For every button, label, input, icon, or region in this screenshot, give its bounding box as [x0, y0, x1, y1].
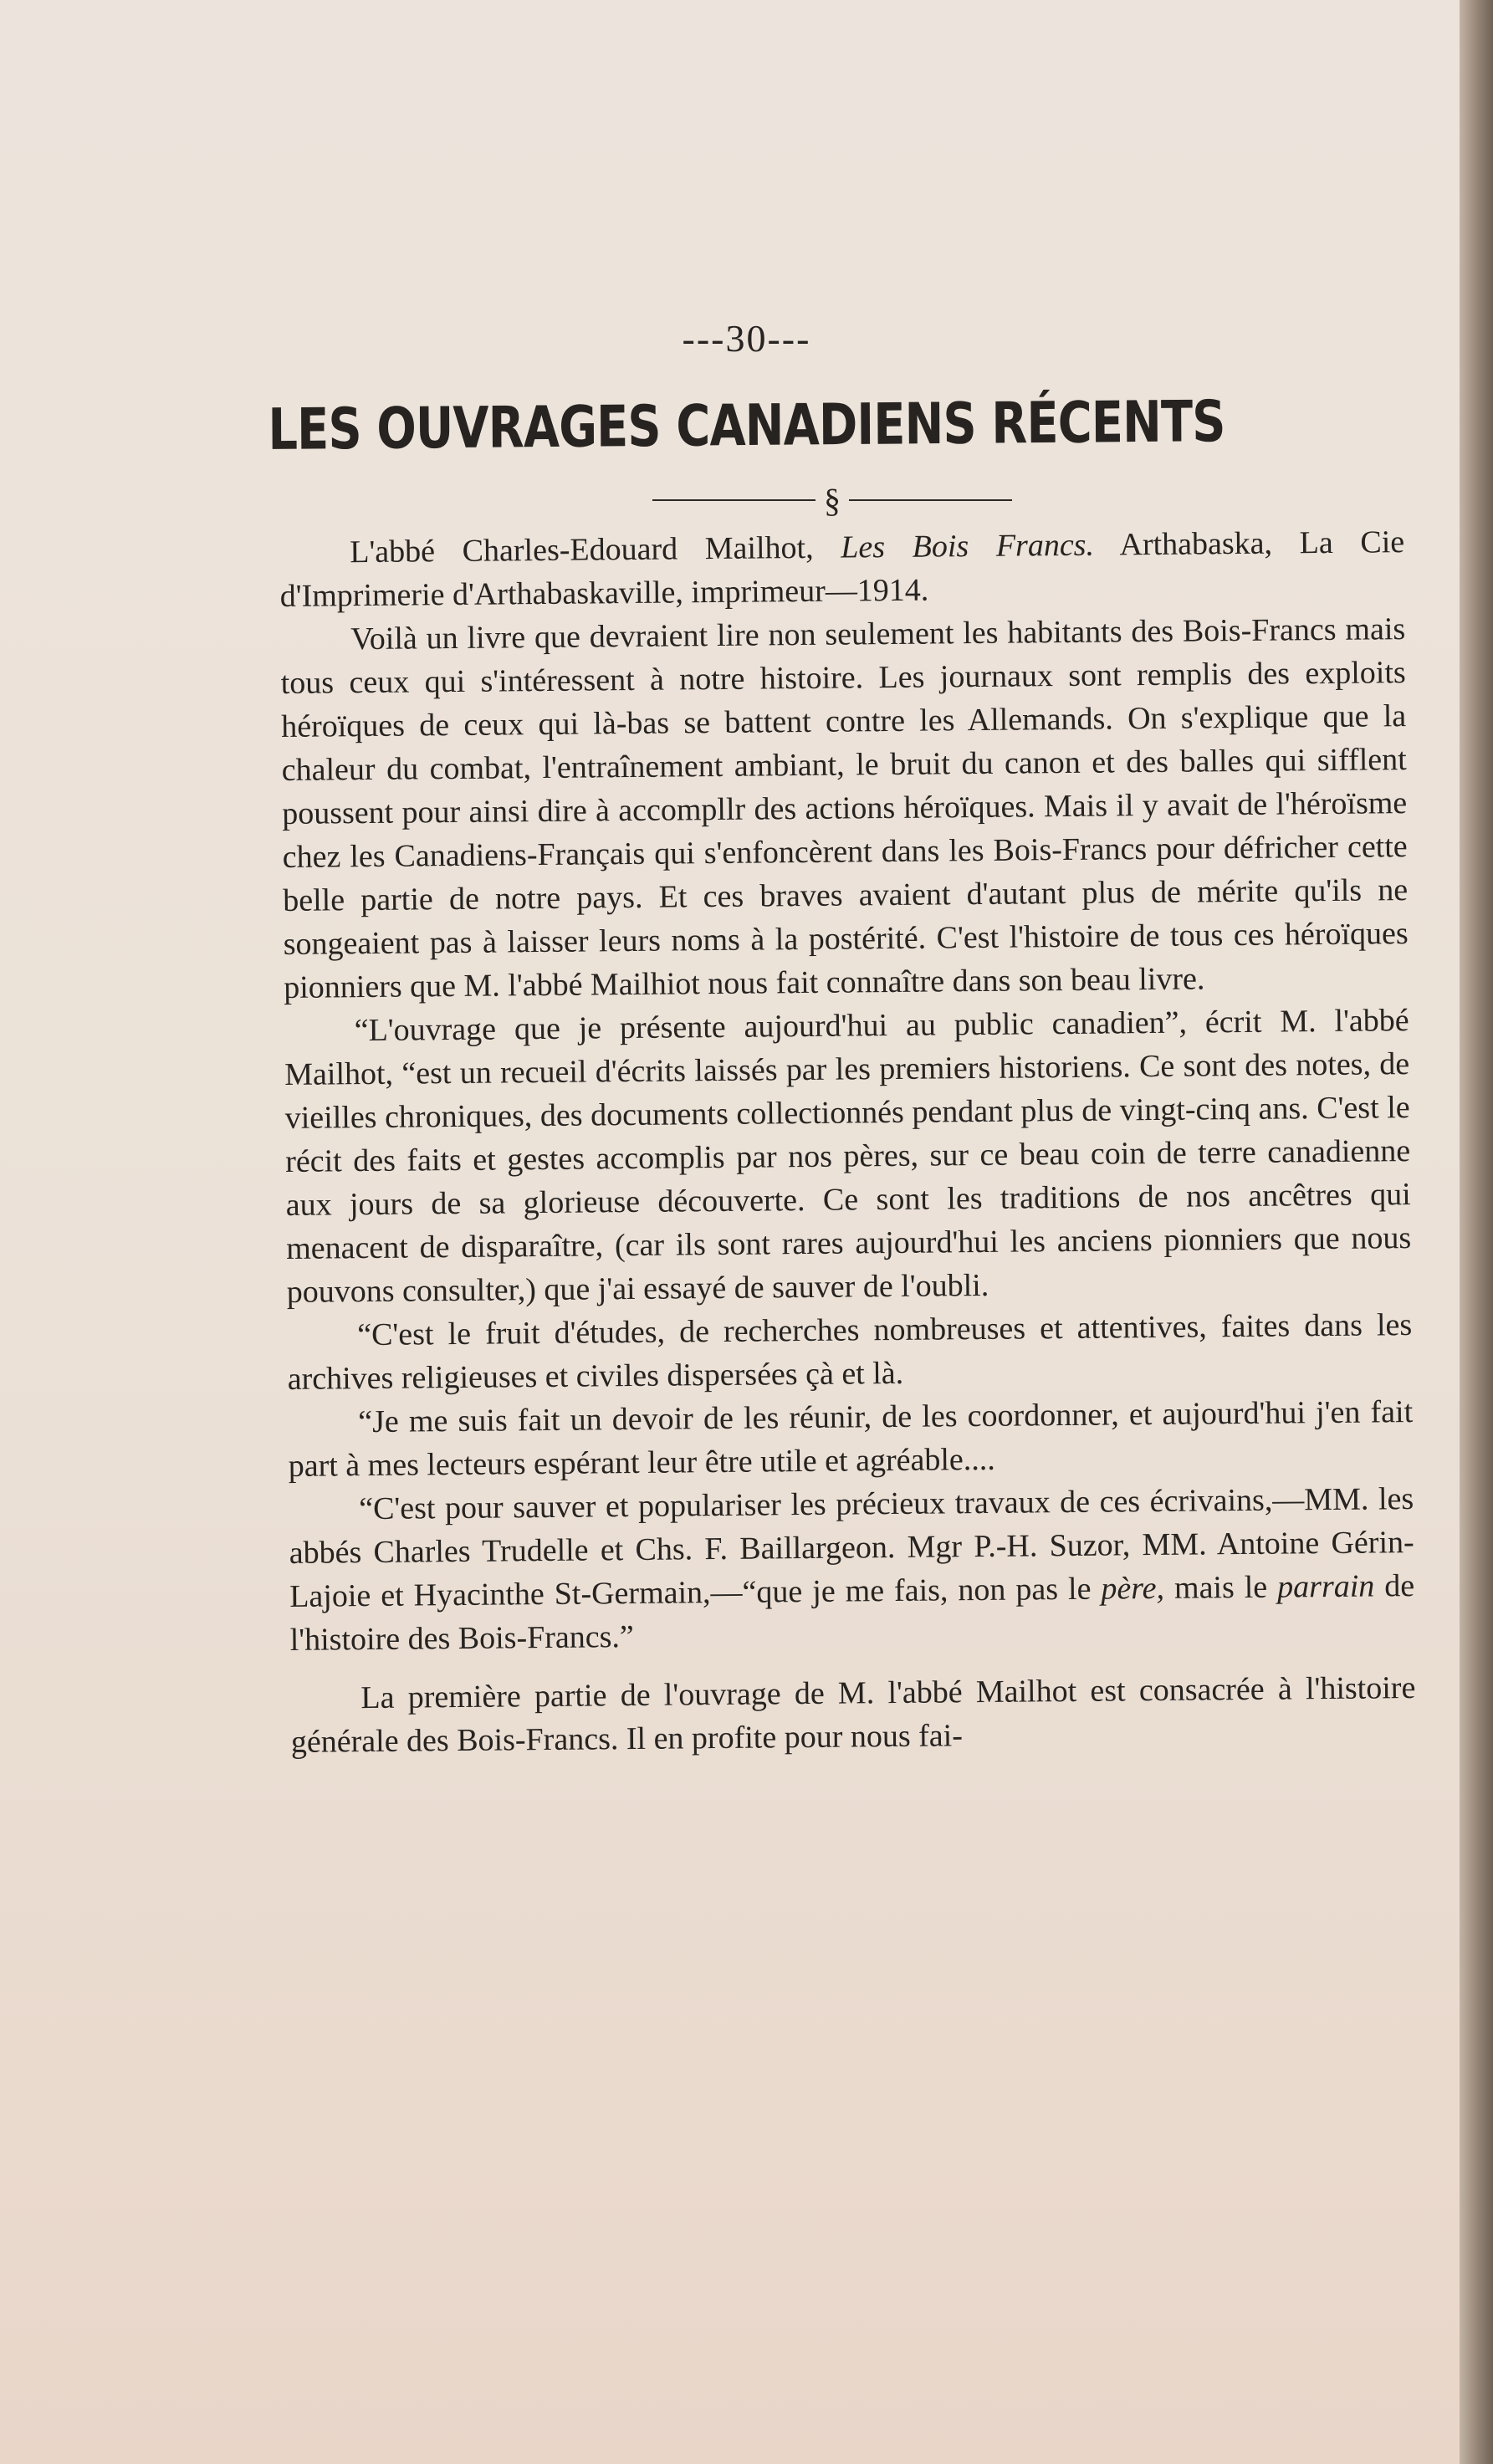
- paragraph-text: de l'histoire des Bois-Francs.”: [289, 1568, 1415, 1658]
- article-title: LES OUVRAGES CANADIENS RÉCENTS: [268, 389, 1225, 463]
- paragraph-text: “C'est pour sauver et populariser les précieux travaux de ces écrivains,—MM. les abbés Charles Trudelle et Chs. F. Baillargeon. Mgr P.-H. Suzor, MM. Antoine Gérin-Lajoie et Hyacinthe St-Germain,—“que je me fais, non pas le: [289, 1481, 1414, 1614]
- paragraph-text: “C'est le fruit d'études, de recherches nombreuses et attentives, faites dans les archives religieuses et civiles dispersées çà et là.: [287, 1307, 1413, 1397]
- paragraph-text: L'abbé Charles-Edouard Mailhot,: [350, 529, 841, 570]
- paragraph-text: “Je me suis fait un devoir de les réunir, de les coordonner, et aujourd'hui j'en fait part à mes lecteurs espérant leur être utile et agréable....: [288, 1394, 1414, 1484]
- paragraph-text: mais le: [1163, 1569, 1278, 1606]
- italic-text: Les Bois Francs.: [841, 527, 1095, 565]
- section-sign: §: [824, 482, 841, 519]
- paragraph: [288, 1390, 1414, 1488]
- page-number: ---30---: [682, 317, 811, 360]
- paragraph: [289, 1477, 1415, 1662]
- book-spine-shadow: [1460, 0, 1493, 2464]
- paragraph: [284, 999, 1411, 1314]
- paragraph-text: Arthabaska, La Cie d'Imprimerie d'Arthabaskaville, imprimeur—1914.: [279, 524, 1405, 614]
- article-body: [279, 520, 1416, 1764]
- paragraph-text: La première partie de l'ouvrage de M. l'abbé Mailhot est consacrée à l'histoire générale des Bois-Francs. Il en profite pour nous fai-: [290, 1670, 1416, 1760]
- italic-text: père,: [1101, 1570, 1165, 1607]
- paragraph-text: Voilà un livre que devraient lire non seulement les habitants des Bois-Francs mais tous ceux qui s'intéressent à notre histoire. Les journaux sont remplis des exploits héroïques de ceux qui là-bas se battent contre les Allemands. On s'explique que la chaleur du combat, l'entraînement ambiant, le bruit du canon et des balles qui sifflent poussent pour ainsi dire à accompllr des actions héroïques. Mais il y avait de l'héroïsme chez les Canadiens-Français qui s'enfoncèrent dans les Bois-Francs pour défricher cette belle partie de notre pays. Et ces braves avaient d'autant plus de mérite qu'ils ne songeaient pas à laisser leurs noms à la postérité. C'est l'histoire de tous ces héroïques pionniers que M. l'abbé Mailhiot nous fait connaître dans son beau livre.: [280, 611, 1409, 1005]
- paragraph: [287, 1303, 1413, 1401]
- section-divider: [652, 481, 1012, 519]
- divider-line-right: [849, 499, 1012, 501]
- italic-text: parrain: [1276, 1568, 1375, 1605]
- paragraph: [279, 520, 1405, 618]
- paragraph-text: “L'ouvrage que je présente aujourd'hui au public canadien”, écrit M. l'abbé Mailhot, “est un recueil d'écrits laissés par les premiers historiens. Ce sont des notes, de vieilles chroniques, des documents collectionnés pendant plus de vingt-cinq ans. C'est le récit des faits et gestes accomplis par nos pères, sur ce beau coin de terre canadienne aux jours de sa glorieuse découverte. Ce sont les traditions de nos ancêtres qui menacent de disparaître, (car ils sont rares aujourd'hui les anciens pionniers que nous pouvons consulter,) que j'ai essayé de sauver de l'oubli.: [284, 1003, 1412, 1310]
- paragraph: [280, 607, 1409, 1010]
- paragraph: [290, 1666, 1416, 1764]
